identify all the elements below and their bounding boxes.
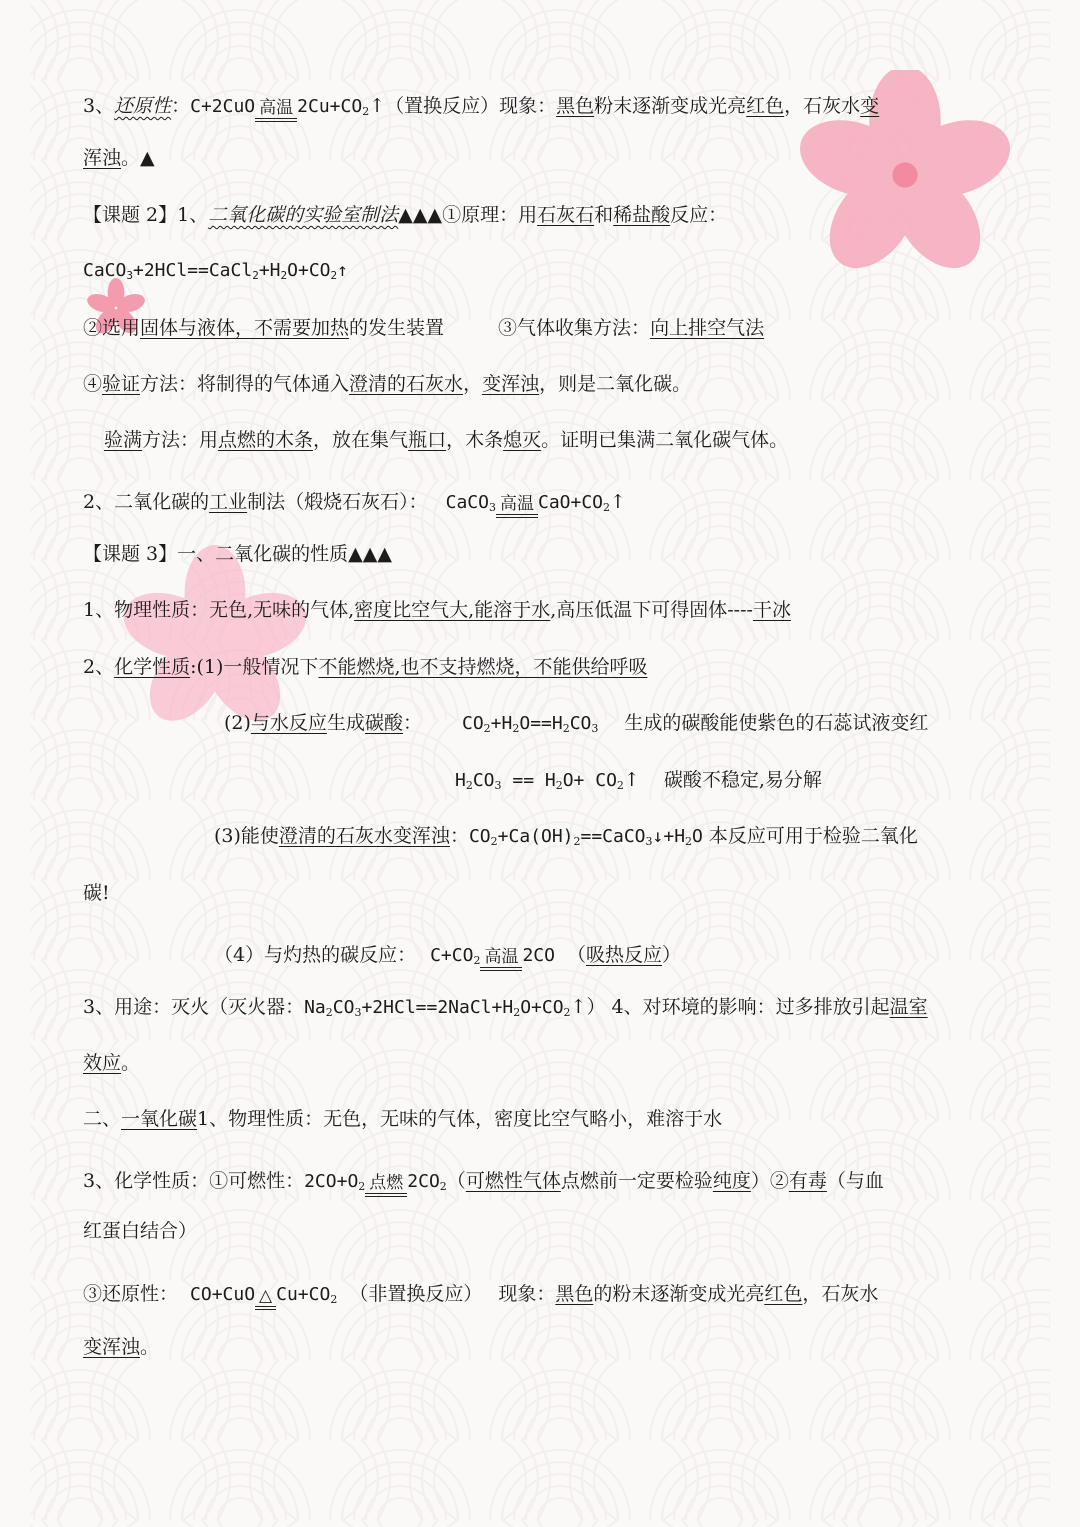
reaction-condition [255,1287,276,1310]
text: （与血 [826,1170,884,1192]
text: ） [662,944,682,966]
subscript: 2 [483,722,491,735]
formula: CO+CuO [190,1284,256,1305]
keyword: 澄清的石灰水变浑浊 [278,825,450,847]
text: 碳酸不稳定,易分解 [663,769,822,791]
formula: +H [258,260,281,281]
line-hot-carbon [214,940,1040,971]
keyword: 变浑浊 [482,373,540,395]
keyword: 不能燃烧,也不支持燃烧，不能供给呼吸 [318,656,648,678]
text: ， [463,373,483,395]
heading: 【课题 3】一、二氧化碳的性质▲▲▲ [83,543,392,565]
keyword: 工业 [209,491,248,513]
formula: 2CO+O [304,1171,359,1192]
line-physical-props [83,595,1040,625]
text: （非置换反应） [349,1283,483,1305]
reaction-condition [496,495,538,518]
formula: Cu+CO [276,1284,331,1305]
text: ）② [750,1170,789,1192]
line-carbonic-decompose [455,765,1040,796]
line-greenhouse [83,1048,1040,1078]
formula: +H [490,713,513,734]
text: 的粉末逐渐变成光亮 [593,1283,765,1305]
formula: 2Cu+CO [297,96,363,117]
formula: +2HCl==CaCl [132,260,253,281]
formula: +2HCl==2NaCl+H [361,997,514,1018]
line-verification [83,369,1040,399]
subscript: 2 [555,779,563,792]
formula: O+CO [520,997,564,1018]
text: 反应： [670,204,728,226]
keyword: 稀盐酸 [613,204,671,226]
text: 制法（煅烧石灰石）： [247,491,428,513]
text: ▲▲▲①原理：用 [398,204,538,226]
line-limewater [214,821,1040,852]
keyword: 效应 [83,1052,122,1074]
subscript: 2 [358,1180,366,1193]
keyword: 黑色 [555,1283,594,1305]
keyword: 变浑浊 [83,1336,141,1358]
equals-bar [496,514,538,518]
keyword: 黑色 [556,95,595,117]
formula: CO [332,997,355,1018]
text: 方法：将制得的气体通入 [140,373,350,395]
text: 生成 [326,712,365,734]
text: 3、用途：灭火（灭火器： [83,996,305,1018]
text: 点燃前一定要检验 [560,1170,713,1192]
arrow: ↑ [610,491,626,513]
line-topic3-heading [83,539,1040,569]
formula: O+ CO [562,770,617,791]
subscript: 3 [591,722,599,735]
formula: CO [468,826,491,847]
subscript: 2 [252,269,259,282]
text: ，石灰水 [802,1283,879,1305]
formula: O==H [519,713,563,734]
text: ，则是二氧化碳。 [539,373,692,395]
formula: CO [461,713,484,734]
subscript: 2 [280,269,288,282]
formula: C+CO [430,945,474,966]
keyword: 温室 [889,996,928,1018]
keyword: 干冰 [752,599,791,621]
subscript: 3 [126,269,133,282]
subscript: 2 [362,105,370,118]
text: 的发生装置 [349,317,445,339]
condition-label: △ [259,1286,273,1306]
keyword: 二氧化碳的实验室制法 [208,204,399,226]
formula: CO [569,713,592,734]
subscript: 2 [473,954,481,967]
text: ： [449,825,469,847]
line-topic2-heading [83,200,1040,230]
formula: H [455,770,466,791]
formula: CO [472,770,495,791]
keyword: 吸热反应 [585,944,662,966]
equals-bar [480,967,522,971]
subscript: 2 [616,779,624,792]
text: 2、二氧化碳的 [83,491,210,513]
line-industrial [83,487,1040,518]
keyword: 碳酸 [364,712,403,734]
text: ： [171,95,191,117]
subscript: 3 [494,779,502,792]
text: 粉末逐渐变成光亮 [594,95,747,117]
keyword: 纯度 [712,1170,751,1192]
formula: Na [304,997,326,1018]
line-full-check [104,425,1040,455]
condition-label: 点燃 [369,1173,404,1193]
text: （4）与灼热的碳反应： [214,944,417,966]
arrow: ↑ [623,769,640,791]
formula: 2CO [522,945,555,966]
line-co-chemical [83,1166,1040,1197]
subscript: 3 [488,501,496,514]
text: (2) [224,712,251,734]
text: 1、物理性质：无色,无味的气体, [83,599,355,621]
subscript: 2 [513,1006,521,1019]
text: ②选用 [83,317,141,339]
line-hemoglobin [83,1216,1040,1246]
subscript: 2 [330,1293,338,1306]
keyword: 密度比空气大,能溶于水 [354,599,551,621]
formula: O [692,826,703,847]
text: ④ [83,373,103,395]
formula: +Ca(OH) [497,826,574,847]
line-chemical-props [83,652,1040,682]
line-apparatus [83,313,1040,343]
text: 现象： [498,1283,556,1305]
subscript: 2 [330,269,338,282]
text: ，木条 [446,429,504,451]
subscript: 2 [573,835,581,848]
keyword: 熄灭 [503,429,542,451]
reaction-condition [255,99,297,122]
equals-bar [255,1306,276,1310]
equals-bar [365,1193,407,1197]
line-react-water [224,708,1040,739]
text: 和 [594,204,614,226]
formula: 2CO [407,1171,440,1192]
text: 3、 [83,95,115,117]
text: 2、 [83,656,115,678]
formula: ↓+H [652,826,686,847]
line-reducing-property [83,91,1040,122]
line-co-physical [83,1104,1040,1134]
keyword: 变 [860,95,880,117]
condition-label: 高温 [259,98,294,118]
keyword: 验证 [102,373,141,395]
reaction-condition [365,1174,407,1197]
formula: ==CaCO [580,826,646,847]
line-carbon-end [83,878,1040,908]
formula: == H [501,770,556,791]
text: 。 [140,1336,160,1358]
formula: CaCO [83,260,127,281]
arrow: ↑ [337,260,348,281]
formula: O+CO [287,260,331,281]
reaction-condition [480,948,522,971]
subscript: 2 [603,501,611,514]
keyword: 石灰石 [537,204,595,226]
text: ③还原性： [83,1283,179,1305]
line-co-reducing [83,1279,1040,1310]
formula: CaCO [445,492,489,513]
text: 。▲ [121,147,155,169]
text: 。证明已集满二氧化碳气体。 [541,429,789,451]
keyword: 浑浊 [83,147,122,169]
keyword: 可燃性气体 [465,1170,561,1192]
keyword: 红色 [746,95,785,117]
subscript: 2 [439,1180,447,1193]
subscript: 3 [354,1006,362,1019]
text: ③气体收集方法： [498,317,651,339]
subscript: 2 [465,779,473,792]
text: 4、对环境的影响：过多排放引起 [605,996,890,1018]
equals-bar [255,118,297,122]
keyword: 点燃的木条 [218,429,314,451]
subscript: 2 [490,835,498,848]
line-turbid [83,143,1040,173]
keyword: 红色 [764,1283,803,1305]
text: 红蛋白结合） [83,1220,198,1242]
text: ，放在集气 [313,429,409,451]
keyword: 验满 [104,429,143,451]
keyword: 一氧化碳 [121,1108,198,1130]
text: 生成的碳酸能使紫色的石蕊试液变红 [624,712,929,734]
text: （ [566,944,586,966]
text: 。 [121,1052,141,1074]
text: 方法：用 [142,429,219,451]
text: (3)能使 [214,825,279,847]
condition-label: 高温 [499,494,534,514]
text: :(1)一般情况下 [190,656,319,678]
keyword: 固体与液体，不需要加热 [140,317,350,339]
keyword: 澄清的石灰水 [349,373,464,395]
text: ↑（置换反应）现象： [369,95,557,117]
equation-caco3-hcl [83,256,1040,286]
subscript: 2 [325,1006,333,1019]
line-uses [83,992,1040,1023]
keyword: 瓶口 [408,429,447,451]
term-reducing: 还原性 [114,95,172,117]
subscript: 2 [685,835,693,848]
formula: C+2CuO [190,96,256,117]
text: 二、 [83,1108,122,1130]
text: ，石灰水 [784,95,861,117]
subscript: 2 [562,722,570,735]
text: ↑） [570,996,606,1018]
subscript: 2 [563,1006,571,1019]
text: ： [402,712,422,734]
subscript: 3 [645,835,653,848]
flower-decoration-medium [120,545,310,735]
keyword: 有毒 [788,1170,827,1192]
keyword: 向上排空气法 [650,317,765,339]
text: 本反应可用于检验二氧化 [702,825,918,847]
formula: CaO+CO [537,492,604,513]
keyword: 与水反应 [250,712,327,734]
line-turbid-end [83,1332,1040,1362]
text: 1、物理性质：无色，无味的气体，密度比空气略小，难溶于水 [197,1108,723,1130]
text: （ [446,1170,466,1192]
subscript: 2 [512,722,520,735]
condition-label: 高温 [484,947,519,967]
text: 碳! [83,882,110,904]
keyword: 化学性质 [114,656,191,678]
text: 3、化学性质：①可燃性： [83,1170,305,1192]
text: ,高压低温下可得固体---- [550,599,753,621]
text: 【课题 2】1、 [83,204,209,226]
